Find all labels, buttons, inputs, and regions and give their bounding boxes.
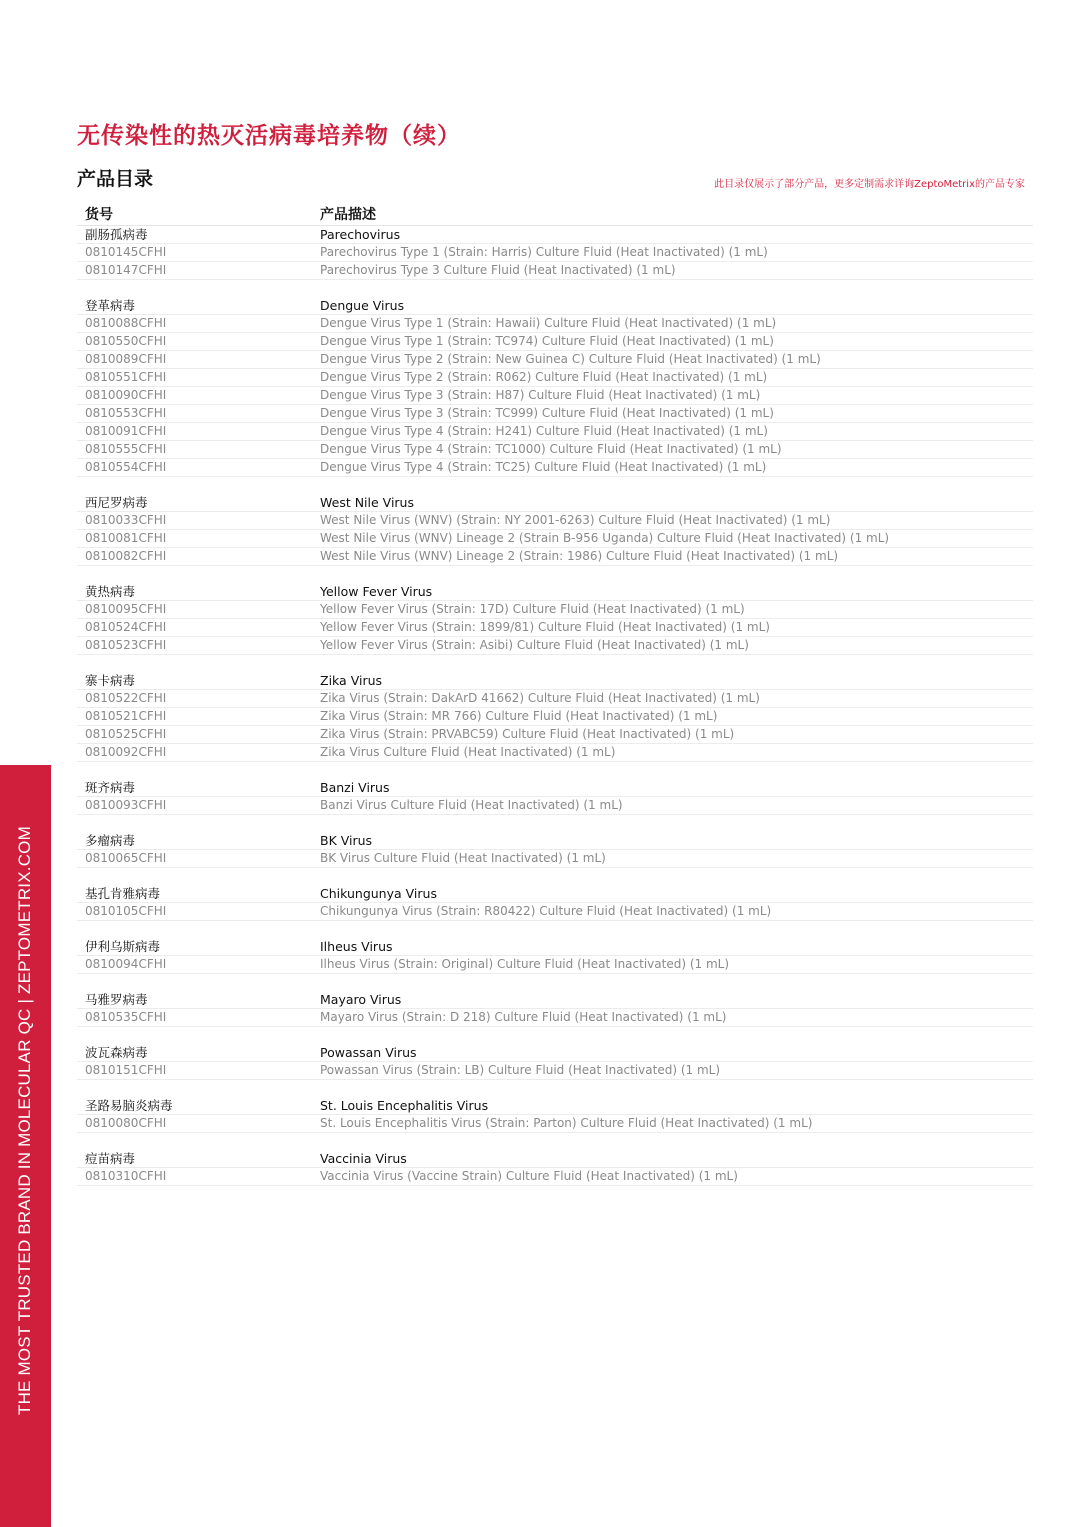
product-description: Chikungunya Virus (Strain: R80422) Culture Fluid (Heat Inactivated) (1 mL) [320,904,772,918]
group-name-en: Vaccinia Virus [320,1151,407,1166]
group-header-row [77,885,1033,903]
table-row [77,423,1033,441]
group-name-en: Yellow Fever Virus [320,584,433,599]
table-row [77,351,1033,369]
table-row [77,637,1033,655]
product-group [77,779,1033,815]
product-description: Ilheus Virus (Strain: Original) Culture Fluid (Heat Inactivated) (1 mL) [320,957,730,971]
product-description: Powassan Virus (Strain: LB) Culture Fluid (Heat Inactivated) (1 mL) [320,1063,721,1077]
table-row [77,903,1033,921]
product-description: St. Louis Encephalitis Virus (Strain: Parton) Culture Fluid (Heat Inactivated) (1 mL) [320,1116,813,1130]
product-code: 0810090CFHI [85,388,167,402]
catalog-groups [77,226,1033,1186]
product-group [77,991,1033,1027]
group-header-row [77,991,1033,1009]
group-name-cn: 寨卡病毒 [85,673,136,688]
product-code: 0810065CFHI [85,851,167,865]
table-row [77,315,1033,333]
product-description: Zika Virus (Strain: DakArD 41662) Culture Fluid (Heat Inactivated) (1 mL) [320,691,760,705]
group-name-cn: 多瘤病毒 [85,833,136,848]
product-code: 0810555CFHI [85,442,167,456]
product-description: Dengue Virus Type 1 (Strain: Hawaii) Culture Fluid (Heat Inactivated) (1 mL) [320,316,777,330]
table-row [77,1009,1033,1027]
table-row [77,797,1033,815]
product-group [77,1044,1033,1080]
group-name-en: Dengue Virus [320,298,405,313]
table-row [77,459,1033,477]
table-row [77,441,1033,459]
group-name-en: BK Virus [320,833,373,848]
product-description: Parechovirus Type 3 Culture Fluid (Heat Inactivated) (1 mL) [320,263,676,277]
group-name-cn: 西尼罗病毒 [85,495,148,510]
product-group [77,1097,1033,1133]
product-code: 0810091CFHI [85,424,167,438]
table-row [77,619,1033,637]
group-header-row [77,297,1033,315]
table-row [77,1062,1033,1080]
product-code: 0810151CFHI [85,1063,167,1077]
group-name-cn: 伊利乌斯病毒 [85,939,161,954]
group-name-en: Powassan Virus [320,1045,417,1060]
product-code: 0810521CFHI [85,709,167,723]
product-code: 0810525CFHI [85,727,167,741]
product-group [77,885,1033,921]
product-code: 0810523CFHI [85,638,167,652]
product-description: Dengue Virus Type 4 (Strain: TC1000) Culture Fluid (Heat Inactivated) (1 mL) [320,442,782,456]
product-group [77,672,1033,762]
group-name-en: Ilheus Virus [320,939,393,954]
group-name-cn: 登革病毒 [85,298,136,313]
group-header-row [77,226,1033,244]
group-header-row [77,938,1033,956]
page-title: 无传染性的热灭活病毒培养物（续） [77,123,461,149]
product-code: 0810522CFHI [85,691,167,705]
sidebar-tagline: THE MOST TRUSTED BRAND IN MOLECULAR QC | ZEPTOMETRIX.COM [15,826,34,1415]
table-row [77,1168,1033,1186]
group-header-row [77,1097,1033,1115]
product-group [77,583,1033,655]
catalog-note: 此目录仅展示了部分产品，更多定制需求详询ZeptoMetrix的产品专家 [714,179,1025,190]
product-code: 0810535CFHI [85,1010,167,1024]
table-row [77,262,1033,280]
table-row [77,369,1033,387]
table-row [77,387,1033,405]
product-description: Dengue Virus Type 2 (Strain: R062) Culture Fluid (Heat Inactivated) (1 mL) [320,370,768,384]
group-header-row [77,494,1033,512]
group-name-cn: 基孔肯雅病毒 [85,886,161,901]
table-row [77,333,1033,351]
group-name-cn: 痘苗病毒 [85,1151,136,1166]
product-code: 0810551CFHI [85,370,167,384]
product-code: 0810553CFHI [85,406,167,420]
group-name-cn: 黄热病毒 [85,584,136,599]
product-code: 0810080CFHI [85,1116,167,1130]
group-header-row [77,583,1033,601]
table-row [77,690,1033,708]
product-description: Zika Virus (Strain: PRVABC59) Culture Fluid (Heat Inactivated) (1 mL) [320,727,735,741]
table-row [77,726,1033,744]
product-description: Zika Virus (Strain: MR 766) Culture Fluid (Heat Inactivated) (1 mL) [320,709,718,723]
product-code: 0810554CFHI [85,460,167,474]
product-code: 0810088CFHI [85,316,167,330]
product-code: 0810089CFHI [85,352,167,366]
product-description: Dengue Virus Type 3 (Strain: H87) Culture Fluid (Heat Inactivated) (1 mL) [320,388,761,402]
product-code: 0810081CFHI [85,531,167,545]
group-name-en: Parechovirus [320,227,401,242]
group-name-cn: 圣路易脑炎病毒 [85,1098,173,1113]
table-row [77,530,1033,548]
product-description: West Nile Virus (WNV) Lineage 2 (Strain: 1986) Culture Fluid (Heat Inactivated) (1 mL) [320,549,839,563]
group-name-cn: 马雅罗病毒 [85,992,148,1007]
group-name-en: Mayaro Virus [320,992,402,1007]
product-code: 0810082CFHI [85,549,167,563]
group-name-cn: 波瓦森病毒 [85,1045,148,1060]
product-description: BK Virus Culture Fluid (Heat Inactivated) (1 mL) [320,851,606,865]
group-header-row [77,1150,1033,1168]
table-row [77,244,1033,262]
product-group [77,938,1033,974]
product-group [77,226,1033,280]
product-code: 0810145CFHI [85,245,167,259]
product-code: 0810092CFHI [85,745,167,759]
product-group [77,832,1033,868]
product-code: 0810105CFHI [85,904,167,918]
table-row [77,512,1033,530]
column-header-description: 产品描述 [320,207,376,223]
column-header-code: 货号 [85,207,113,223]
product-code: 0810095CFHI [85,602,167,616]
group-name-cn: 副肠孤病毒 [85,227,148,242]
group-name-cn: 斑齐病毒 [85,780,136,795]
product-description: Banzi Virus Culture Fluid (Heat Inactivated) (1 mL) [320,798,623,812]
product-code: 0810147CFHI [85,263,167,277]
product-code: 0810524CFHI [85,620,167,634]
product-description: Dengue Virus Type 4 (Strain: TC25) Culture Fluid (Heat Inactivated) (1 mL) [320,460,767,474]
table-row [77,1115,1033,1133]
group-name-en: Chikungunya Virus [320,886,437,901]
product-code: 0810310CFHI [85,1169,167,1183]
group-name-en: St. Louis Encephalitis Virus [320,1098,489,1113]
product-description: Dengue Virus Type 2 (Strain: New Guinea C) Culture Fluid (Heat Inactivated) (1 mL) [320,352,821,366]
group-header-row [77,832,1033,850]
table-row [77,548,1033,566]
table-row [77,956,1033,974]
group-name-en: Zika Virus [320,673,383,688]
product-description: West Nile Virus (WNV) (Strain: NY 2001-6263) Culture Fluid (Heat Inactivated) (1 mL) [320,513,831,527]
product-description: Dengue Virus Type 1 (Strain: TC974) Culture Fluid (Heat Inactivated) (1 mL) [320,334,774,348]
product-description: Yellow Fever Virus (Strain: 17D) Culture Fluid (Heat Inactivated) (1 mL) [320,602,745,616]
product-group [77,1150,1033,1186]
product-description: Yellow Fever Virus (Strain: 1899/81) Culture Fluid (Heat Inactivated) (1 mL) [320,620,770,634]
section-title: 产品目录 [77,168,154,190]
group-header-row [77,779,1033,797]
table-row [77,708,1033,726]
product-description: Zika Virus Culture Fluid (Heat Inactivated) (1 mL) [320,745,616,759]
table-row [77,405,1033,423]
product-description: Yellow Fever Virus (Strain: Asibi) Culture Fluid (Heat Inactivated) (1 mL) [320,638,749,652]
table-header [77,201,1033,226]
group-name-en: Banzi Virus [320,780,390,795]
product-group [77,494,1033,566]
table-row [77,744,1033,762]
table-row [77,850,1033,868]
group-name-en: West Nile Virus [320,495,414,510]
product-code: 0810093CFHI [85,798,167,812]
table-row [77,601,1033,619]
product-catalog-table [77,201,1033,1203]
product-description: Dengue Virus Type 4 (Strain: H241) Culture Fluid (Heat Inactivated) (1 mL) [320,424,768,438]
product-code: 0810550CFHI [85,334,167,348]
group-header-row [77,672,1033,690]
group-header-row [77,1044,1033,1062]
product-description: Mayaro Virus (Strain: D 218) Culture Fluid (Heat Inactivated) (1 mL) [320,1010,727,1024]
product-description: Vaccinia Virus (Vaccine Strain) Culture Fluid (Heat Inactivated) (1 mL) [320,1169,738,1183]
product-description: Dengue Virus Type 3 (Strain: TC999) Culture Fluid (Heat Inactivated) (1 mL) [320,406,774,420]
product-code: 0810094CFHI [85,957,167,971]
product-group [77,297,1033,477]
product-description: Parechovirus Type 1 (Strain: Harris) Culture Fluid (Heat Inactivated) (1 mL) [320,245,768,259]
product-code: 0810033CFHI [85,513,167,527]
product-description: West Nile Virus (WNV) Lineage 2 (Strain B-956 Uganda) Culture Fluid (Heat Inactivated) (1 mL) [320,531,890,545]
